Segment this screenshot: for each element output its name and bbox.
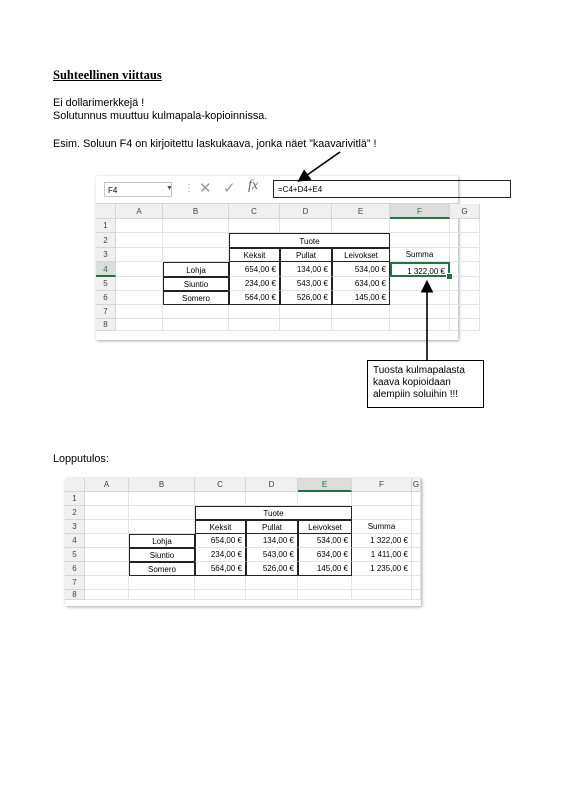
- function-icon[interactable]: fx: [248, 178, 259, 193]
- row-header-8[interactable]: 8: [96, 319, 116, 331]
- cell[interactable]: [129, 590, 195, 600]
- cancel-icon[interactable]: ✕: [199, 180, 212, 197]
- value-cell[interactable]: 543,00 €: [280, 277, 332, 291]
- cell[interactable]: [195, 492, 246, 506]
- cell[interactable]: [412, 548, 421, 562]
- callout-box: Tuosta kulmapalasta kaava kopioidaan alempiin soluihin !!!: [367, 360, 484, 408]
- column-title-keksit[interactable]: Keksit: [229, 248, 280, 262]
- row-label-somero[interactable]: Somero: [163, 291, 229, 305]
- cell[interactable]: [352, 492, 412, 506]
- excel-screenshot-result: [65, 478, 421, 606]
- arrow-to-formula: [300, 152, 340, 180]
- cell[interactable]: [195, 590, 246, 600]
- row-header-3[interactable]: 3: [96, 248, 116, 262]
- example-text: Esim. Soluun F4 on kirjoitettu laskukaava, jonka näet ”kaavarivitlä” !: [53, 138, 377, 150]
- row-header-2[interactable]: 2: [65, 506, 85, 520]
- cell[interactable]: [298, 590, 352, 600]
- row-header-3[interactable]: 3: [65, 520, 85, 534]
- cell[interactable]: [129, 492, 195, 506]
- cell[interactable]: [298, 576, 352, 590]
- cell[interactable]: [352, 506, 412, 520]
- column-title-leivokset[interactable]: Leivokset: [332, 248, 390, 262]
- value-cell[interactable]: 234,00 €: [195, 548, 246, 562]
- cell[interactable]: [85, 548, 129, 562]
- column-header-g[interactable]: G: [450, 204, 480, 219]
- more-icon: ⋮: [184, 183, 194, 194]
- name-box[interactable]: F4: [104, 182, 172, 197]
- column-title-pullat[interactable]: Pullat: [246, 520, 298, 534]
- value-cell[interactable]: 534,00 €: [298, 534, 352, 548]
- row-label-lohja[interactable]: Lohja: [163, 262, 229, 277]
- value-cell[interactable]: 234,00 €: [229, 277, 280, 291]
- value-cell[interactable]: 526,00 €: [246, 562, 298, 576]
- cell[interactable]: [298, 492, 352, 506]
- row-label-siuntio[interactable]: Siuntio: [129, 548, 195, 562]
- column-header-d[interactable]: D: [246, 478, 298, 492]
- cell[interactable]: [412, 576, 421, 590]
- cell[interactable]: [85, 492, 129, 506]
- column-title-keksit[interactable]: Keksit: [195, 520, 246, 534]
- value-cell[interactable]: 634,00 €: [298, 548, 352, 562]
- sum-cell[interactable]: 1 322,00 €: [390, 262, 450, 277]
- column-title-summa[interactable]: Summa: [352, 520, 412, 534]
- column-header-c[interactable]: C: [229, 204, 280, 219]
- value-cell[interactable]: 134,00 €: [280, 262, 332, 277]
- column-header-a[interactable]: A: [85, 478, 129, 492]
- row-header-8[interactable]: 8: [65, 590, 85, 600]
- formula-input[interactable]: =C4+D4+E4: [273, 180, 511, 198]
- column-header-e[interactable]: E: [298, 478, 352, 492]
- cell[interactable]: [195, 576, 246, 590]
- cell[interactable]: [129, 520, 195, 534]
- page-title: Suhteellinen viittaus: [53, 68, 162, 82]
- row-header-4[interactable]: 4: [96, 262, 116, 277]
- cell[interactable]: [129, 576, 195, 590]
- column-header-b[interactable]: B: [163, 204, 229, 219]
- cell[interactable]: [85, 520, 129, 534]
- fill-handle[interactable]: [446, 273, 453, 280]
- column-header-a[interactable]: A: [116, 204, 163, 219]
- group-header-tuote[interactable]: Tuote: [229, 233, 390, 248]
- cell[interactable]: [85, 576, 129, 590]
- column-header-c[interactable]: C: [195, 478, 246, 492]
- row-header-1[interactable]: 1: [65, 492, 85, 506]
- value-cell[interactable]: 654,00 €: [229, 262, 280, 277]
- confirm-icon[interactable]: ✓: [223, 180, 236, 197]
- sum-cell[interactable]: 1 411,00 €: [352, 548, 412, 562]
- column-header-f[interactable]: F: [352, 478, 412, 492]
- group-header-tuote[interactable]: Tuote: [195, 506, 352, 520]
- cell[interactable]: [85, 590, 129, 600]
- cell[interactable]: [412, 492, 421, 506]
- row-header-7[interactable]: 7: [96, 305, 116, 319]
- row-header-6[interactable]: 6: [96, 291, 116, 305]
- value-cell[interactable]: 564,00 €: [195, 562, 246, 576]
- row-label-somero[interactable]: Somero: [129, 562, 195, 576]
- cell[interactable]: [412, 506, 421, 520]
- row-header-1[interactable]: 1: [96, 219, 116, 233]
- value-cell[interactable]: 134,00 €: [246, 534, 298, 548]
- intro-line-1: Ei dollarimerkkejä !: [53, 97, 145, 109]
- value-cell[interactable]: 145,00 €: [332, 291, 390, 305]
- cell[interactable]: [412, 590, 421, 600]
- cell[interactable]: [352, 590, 412, 600]
- dropdown-arrow-icon[interactable]: ▼: [166, 185, 173, 192]
- sum-cell[interactable]: 1 322,00 €: [352, 534, 412, 548]
- row-label-lohja[interactable]: Lohja: [129, 534, 195, 548]
- result-label: Lopputulos:: [53, 453, 109, 465]
- row-header-5[interactable]: 5: [96, 277, 116, 291]
- select-all-corner[interactable]: [65, 478, 85, 492]
- value-cell[interactable]: 145,00 €: [298, 562, 352, 576]
- column-title-leivokset[interactable]: Leivokset: [298, 520, 352, 534]
- column-title-pullat[interactable]: Pullat: [280, 248, 332, 262]
- value-cell[interactable]: 654,00 €: [195, 534, 246, 548]
- value-cell[interactable]: 543,00 €: [246, 548, 298, 562]
- value-cell[interactable]: 526,00 €: [280, 291, 332, 305]
- row-header-6[interactable]: 6: [65, 562, 85, 576]
- cell[interactable]: [246, 590, 298, 600]
- column-header-d[interactable]: D: [280, 204, 332, 219]
- value-cell[interactable]: 564,00 €: [229, 291, 280, 305]
- row-header-2[interactable]: 2: [96, 233, 116, 248]
- spreadsheet-grid-result[interactable]: [65, 478, 421, 600]
- intro-line-2: Solutunnus muuttuu kulmapala-kopioinnissa.: [53, 110, 268, 122]
- row-header-7[interactable]: 7: [65, 576, 85, 590]
- row-header-4[interactable]: 4: [65, 534, 85, 548]
- column-header-b[interactable]: B: [129, 478, 195, 492]
- sum-cell[interactable]: 1 235,00 €: [352, 562, 412, 576]
- cell[interactable]: [412, 520, 421, 534]
- cell[interactable]: [85, 506, 129, 520]
- cell[interactable]: [85, 534, 129, 548]
- value-cell[interactable]: 534,00 €: [332, 262, 390, 277]
- column-header-g[interactable]: G: [412, 478, 421, 492]
- cell[interactable]: [412, 534, 421, 548]
- cell[interactable]: [246, 576, 298, 590]
- row-header-5[interactable]: 5: [65, 548, 85, 562]
- column-header-f[interactable]: F: [390, 204, 450, 219]
- row-label-siuntio[interactable]: Siuntio: [163, 277, 229, 291]
- value-cell[interactable]: 634,00 €: [332, 277, 390, 291]
- cell[interactable]: [352, 576, 412, 590]
- cell[interactable]: [246, 492, 298, 506]
- column-title-summa[interactable]: Summa: [390, 248, 450, 262]
- cell[interactable]: [129, 506, 195, 520]
- column-header-e[interactable]: E: [332, 204, 390, 219]
- cell[interactable]: [412, 562, 421, 576]
- cell[interactable]: [85, 562, 129, 576]
